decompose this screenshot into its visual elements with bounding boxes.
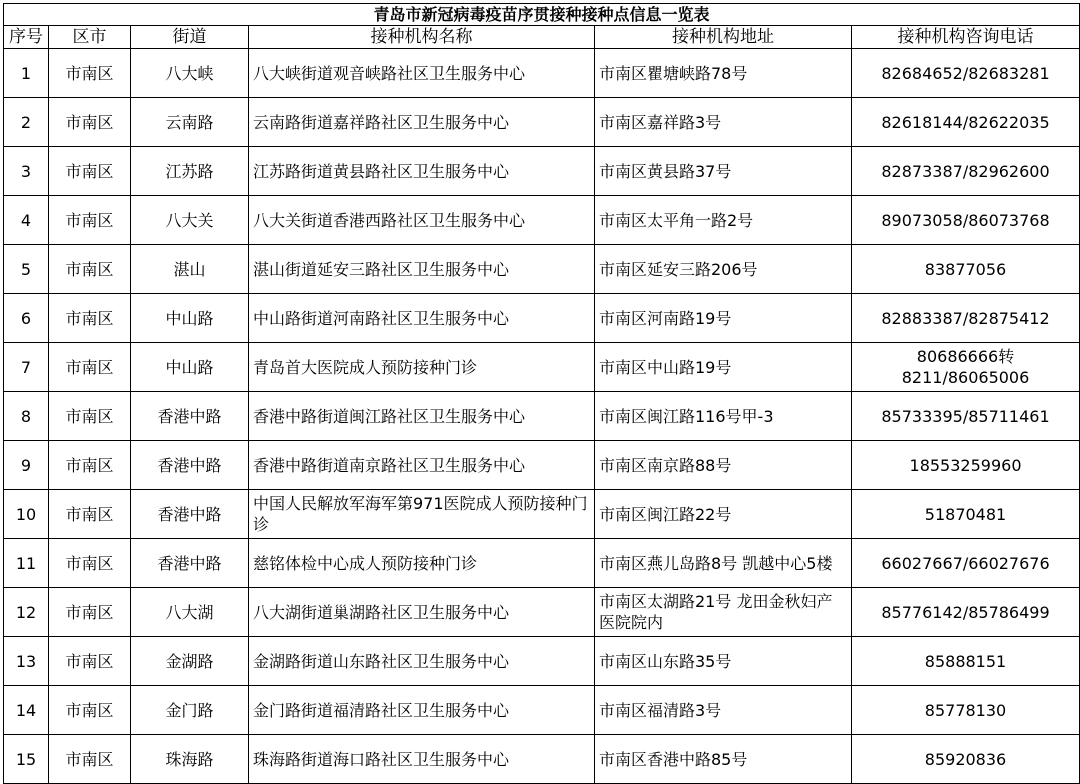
- table-row: [4, 147, 1080, 196]
- cell-org-phone: 82618144/82622035: [852, 98, 1080, 147]
- table-row: [4, 294, 1080, 343]
- cell-street: 中山路: [131, 294, 249, 343]
- cell-org-address: 市南区闽江路116号甲-3: [595, 392, 852, 441]
- cell-index: 11: [4, 539, 49, 588]
- header-district: 区市: [49, 26, 131, 49]
- cell-index: 6: [4, 294, 49, 343]
- cell-district: 市南区: [49, 539, 131, 588]
- cell-district: 市南区: [49, 245, 131, 294]
- cell-org-address: 市南区香港中路85号: [595, 735, 852, 784]
- table-row: [4, 245, 1080, 294]
- cell-org-address: 市南区福清路3号: [595, 686, 852, 735]
- cell-org-name: 香港中路街道闽江路社区卫生服务中心: [249, 392, 595, 441]
- cell-street: 香港中路: [131, 490, 249, 539]
- cell-index: 3: [4, 147, 49, 196]
- table-row: [4, 392, 1080, 441]
- cell-org-name: 珠海路街道海口路社区卫生服务中心: [249, 735, 595, 784]
- cell-org-name: 八大湖街道巢湖路社区卫生服务中心: [249, 588, 595, 637]
- cell-street: 金门路: [131, 686, 249, 735]
- cell-index: 9: [4, 441, 49, 490]
- cell-org-phone: 66027667/66027676: [852, 539, 1080, 588]
- cell-street: 中山路: [131, 343, 249, 392]
- cell-index: 12: [4, 588, 49, 637]
- table-title: 青岛市新冠病毒疫苗序贯接种接种点信息一览表: [4, 4, 1080, 26]
- table-row: [4, 686, 1080, 735]
- cell-org-phone: 18553259960: [852, 441, 1080, 490]
- cell-org-name: 八大关街道香港西路社区卫生服务中心: [249, 196, 595, 245]
- cell-org-address: 市南区燕儿岛路8号 凯越中心5楼: [595, 539, 852, 588]
- table-row: [4, 441, 1080, 490]
- cell-org-phone: 83877056: [852, 245, 1080, 294]
- cell-org-phone: 80686666转8211/86065006: [852, 343, 1080, 392]
- cell-index: 14: [4, 686, 49, 735]
- cell-org-name: 香港中路街道南京路社区卫生服务中心: [249, 441, 595, 490]
- cell-org-name: 青岛首大医院成人预防接种门诊: [249, 343, 595, 392]
- cell-org-address: 市南区黄县路37号: [595, 147, 852, 196]
- cell-district: 市南区: [49, 343, 131, 392]
- cell-street: 珠海路: [131, 735, 249, 784]
- cell-street: 金湖路: [131, 637, 249, 686]
- cell-org-address: 市南区太湖路21号 龙田金秋妇产医院院内: [595, 588, 852, 637]
- header-row: [4, 26, 1080, 49]
- cell-org-address: 市南区瞿塘峡路78号: [595, 49, 852, 98]
- cell-district: 市南区: [49, 490, 131, 539]
- table-row: [4, 49, 1080, 98]
- cell-district: 市南区: [49, 441, 131, 490]
- cell-org-address: 市南区太平角一路2号: [595, 196, 852, 245]
- cell-street: 八大峡: [131, 49, 249, 98]
- header-street: 街道: [131, 26, 249, 49]
- cell-street: 八大湖: [131, 588, 249, 637]
- cell-org-name: 慈铭体检中心成人预防接种门诊: [249, 539, 595, 588]
- cell-district: 市南区: [49, 147, 131, 196]
- cell-street: 湛山: [131, 245, 249, 294]
- cell-district: 市南区: [49, 196, 131, 245]
- header-org-phone: 接种机构咨询电话: [852, 26, 1080, 49]
- cell-district: 市南区: [49, 686, 131, 735]
- cell-org-phone: 85920836: [852, 735, 1080, 784]
- cell-street: 江苏路: [131, 147, 249, 196]
- table-row: [4, 98, 1080, 147]
- table-row: [4, 343, 1080, 392]
- table-row: [4, 490, 1080, 539]
- cell-org-name: 云南路街道嘉祥路社区卫生服务中心: [249, 98, 595, 147]
- cell-org-phone: 85778130: [852, 686, 1080, 735]
- cell-org-name: 江苏路街道黄县路社区卫生服务中心: [249, 147, 595, 196]
- cell-org-address: 市南区闽江路22号: [595, 490, 852, 539]
- cell-index: 10: [4, 490, 49, 539]
- cell-org-name: 金湖路街道山东路社区卫生服务中心: [249, 637, 595, 686]
- table-row: [4, 735, 1080, 784]
- cell-index: 8: [4, 392, 49, 441]
- cell-street: 云南路: [131, 98, 249, 147]
- cell-org-phone: 82883387/82875412: [852, 294, 1080, 343]
- cell-index: 4: [4, 196, 49, 245]
- cell-org-address: 市南区嘉祥路3号: [595, 98, 852, 147]
- header-index: 序号: [4, 26, 49, 49]
- cell-district: 市南区: [49, 294, 131, 343]
- cell-org-phone: 85776142/85786499: [852, 588, 1080, 637]
- cell-org-name: 金门路街道福清路社区卫生服务中心: [249, 686, 595, 735]
- title-row: [4, 4, 1080, 26]
- cell-org-phone: 51870481: [852, 490, 1080, 539]
- cell-org-phone: 82873387/82962600: [852, 147, 1080, 196]
- cell-org-phone: 89073058/86073768: [852, 196, 1080, 245]
- cell-org-name: 八大峡街道观音峡路社区卫生服务中心: [249, 49, 595, 98]
- cell-index: 15: [4, 735, 49, 784]
- cell-street: 香港中路: [131, 539, 249, 588]
- cell-district: 市南区: [49, 588, 131, 637]
- cell-org-phone: 85733395/85711461: [852, 392, 1080, 441]
- cell-district: 市南区: [49, 98, 131, 147]
- table-row: [4, 539, 1080, 588]
- table-body: [4, 4, 1080, 784]
- cell-org-name: 中山路街道河南路社区卫生服务中心: [249, 294, 595, 343]
- cell-district: 市南区: [49, 49, 131, 98]
- cell-org-address: 市南区延安三路206号: [595, 245, 852, 294]
- cell-org-phone: 85888151: [852, 637, 1080, 686]
- cell-street: 香港中路: [131, 392, 249, 441]
- cell-index: 7: [4, 343, 49, 392]
- cell-index: 2: [4, 98, 49, 147]
- cell-street: 香港中路: [131, 441, 249, 490]
- cell-org-name: 湛山街道延安三路社区卫生服务中心: [249, 245, 595, 294]
- cell-org-address: 市南区南京路88号: [595, 441, 852, 490]
- cell-org-phone: 82684652/82683281: [852, 49, 1080, 98]
- cell-org-address: 市南区河南路19号: [595, 294, 852, 343]
- cell-index: 13: [4, 637, 49, 686]
- cell-street: 八大关: [131, 196, 249, 245]
- cell-index: 1: [4, 49, 49, 98]
- table-row: [4, 196, 1080, 245]
- cell-org-address: 市南区中山路19号: [595, 343, 852, 392]
- table-row: [4, 588, 1080, 637]
- vaccination-sites-table: [3, 3, 1080, 784]
- cell-district: 市南区: [49, 735, 131, 784]
- cell-district: 市南区: [49, 637, 131, 686]
- cell-org-name: 中国人民解放军海军第971医院成人预防接种门诊: [249, 490, 595, 539]
- cell-district: 市南区: [49, 392, 131, 441]
- cell-org-address: 市南区山东路35号: [595, 637, 852, 686]
- cell-index: 5: [4, 245, 49, 294]
- header-org-name: 接种机构名称: [249, 26, 595, 49]
- header-org-address: 接种机构地址: [595, 26, 852, 49]
- table-row: [4, 637, 1080, 686]
